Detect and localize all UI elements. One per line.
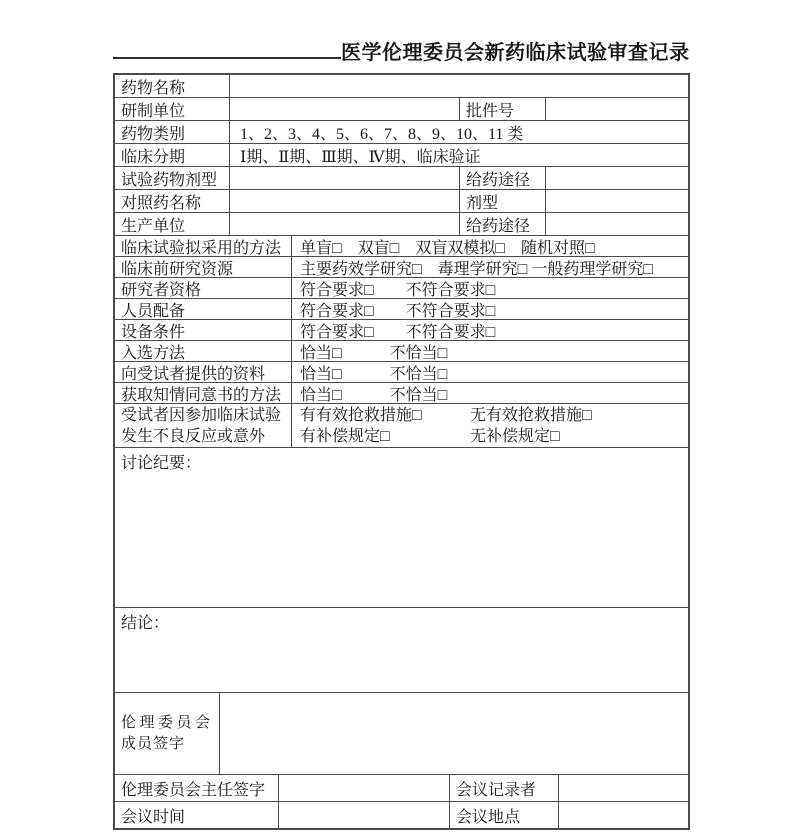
trial-method-label: 临床试验拟采用的方法 — [115, 236, 292, 256]
drug-category-options[interactable]: 1、2、3、4、5、6、7、8、9、10、11 类 — [240, 125, 524, 143]
row-trial-drug-form — [115, 167, 688, 190]
drug-name-label: 药物名称 — [115, 75, 230, 97]
chair-signature-input-cell[interactable] — [279, 775, 450, 801]
rescue-options-line — [300, 405, 592, 426]
meeting-time-input-cell[interactable] — [279, 802, 450, 828]
row-trial-method — [115, 236, 688, 257]
control-drug-input-cell[interactable] — [230, 190, 460, 212]
rescue-no-option[interactable]: 无有效抢救措施□ — [470, 406, 592, 424]
trial-drug-form-input-cell[interactable] — [230, 167, 460, 189]
drug-name-input-cell[interactable] — [230, 75, 688, 97]
row-drug-name — [115, 75, 688, 98]
clinical-phase-options[interactable]: Ⅰ期、Ⅱ期、Ⅲ期、Ⅳ期、临床验证 — [240, 148, 481, 166]
form-header — [113, 36, 713, 65]
rescue-yes-option[interactable]: 有有效抢救措施□ — [300, 406, 422, 424]
adverse-event-label — [115, 404, 292, 447]
equipment-options[interactable]: 符合要求□ 不符合要求□ — [300, 323, 496, 340]
committee-signature-input-cell[interactable] — [220, 693, 688, 774]
row-clinical-phase — [115, 144, 688, 167]
compensation-yes-option[interactable]: 有补偿规定□ — [300, 427, 390, 445]
dosage-form-label: 剂型 — [460, 190, 546, 212]
row-meeting-time — [115, 802, 688, 828]
equipment-label: 设备条件 — [115, 320, 292, 340]
discussion-summary-label: 讨论纪要： — [121, 455, 202, 472]
compensation-options-line — [300, 426, 560, 447]
investigator-qualification-options[interactable]: 符合要求□ 不符合要求□ — [300, 281, 496, 298]
row-enrollment-method — [115, 341, 688, 362]
approval-no-input-cell[interactable] — [546, 98, 688, 120]
staffing-options[interactable]: 符合要求□ 不符合要求□ — [300, 302, 496, 319]
dosage-form-input-cell[interactable] — [546, 190, 688, 212]
committee-signature-label — [115, 693, 220, 774]
row-preclinical-resources — [115, 257, 688, 278]
route-label-2: 给药途径 — [460, 213, 546, 235]
row-staffing — [115, 299, 688, 320]
conclusion-area[interactable] — [115, 608, 688, 692]
subject-materials-label: 向受试者提供的资料 — [115, 362, 292, 382]
row-committee-signatures — [115, 693, 688, 775]
manufacturer-input-cell[interactable] — [230, 213, 460, 235]
trial-method-options[interactable]: 单盲□ 双盲□ 双盲双模拟□ 随机对照□ — [300, 239, 595, 256]
staffing-label: 人员配备 — [115, 299, 292, 319]
row-investigator-qualification — [115, 278, 688, 299]
enrollment-method-options[interactable]: 恰当□ 不恰当□ — [300, 344, 448, 361]
row-control-drug — [115, 190, 688, 213]
recorder-input-cell[interactable] — [559, 775, 688, 801]
drug-category-label: 药物类别 — [115, 121, 230, 143]
enrollment-method-label: 入选方法 — [115, 341, 292, 361]
form-table — [113, 73, 690, 830]
chair-signature-label: 伦理委员会主任签字 — [115, 775, 279, 801]
row-discussion-summary — [115, 448, 688, 608]
meeting-time-label: 会议时间 — [115, 802, 279, 828]
row-drug-category — [115, 121, 688, 144]
informed-consent-label: 获取知情同意书的方法 — [115, 383, 292, 403]
adverse-event-options — [292, 404, 688, 447]
row-informed-consent — [115, 383, 688, 404]
committee-signature-label-line2: 成员签字 — [121, 735, 186, 752]
conclusion-label: 结论： — [121, 615, 170, 632]
control-drug-label: 对照药名称 — [115, 190, 230, 212]
preclinical-resources-options[interactable]: 主要药效学研究□ 毒理学研究□ 一般药理学研究□ — [300, 260, 653, 277]
row-adverse-event — [115, 404, 688, 448]
preclinical-resources-label: 临床前研究资源 — [115, 257, 292, 277]
route-label-1: 给药途径 — [460, 167, 546, 189]
discussion-summary-area[interactable] — [115, 448, 688, 607]
row-conclusion — [115, 608, 688, 693]
subject-materials-options[interactable]: 恰当□ 不恰当□ — [300, 365, 448, 382]
manufacturer-label: 生产单位 — [115, 213, 230, 235]
meeting-place-input-cell[interactable] — [559, 802, 688, 828]
approval-no-label: 批件号 — [460, 98, 546, 120]
compensation-no-option[interactable]: 无补偿规定□ — [470, 427, 560, 445]
investigator-qualification-label: 研究者资格 — [115, 278, 292, 298]
developer-input-cell[interactable] — [230, 98, 460, 120]
route-input-cell-1[interactable] — [546, 167, 688, 189]
clinical-phase-label: 临床分期 — [115, 144, 230, 166]
row-subject-materials — [115, 362, 688, 383]
page-title: 医学伦理委员会新药临床试验审查记录 — [341, 42, 690, 64]
row-chair-signature — [115, 775, 688, 802]
row-manufacturer — [115, 213, 688, 236]
adverse-event-label-line2: 发生不良反应或意外 — [121, 427, 266, 445]
developer-label: 研制单位 — [115, 98, 230, 120]
row-equipment — [115, 320, 688, 341]
recorder-label: 会议记录者 — [450, 775, 559, 801]
route-input-cell-2[interactable] — [546, 213, 688, 235]
committee-signature-label-line1: 伦理委员会 — [121, 714, 214, 731]
meeting-place-label: 会议地点 — [450, 802, 559, 828]
adverse-event-label-line1: 受试者因参加临床试验 — [121, 406, 282, 424]
informed-consent-options[interactable]: 恰当□ 不恰当□ — [300, 386, 448, 403]
trial-drug-form-label: 试验药物剂型 — [115, 167, 230, 189]
row-developer — [115, 98, 688, 121]
header-blank-underline[interactable] — [113, 37, 341, 59]
